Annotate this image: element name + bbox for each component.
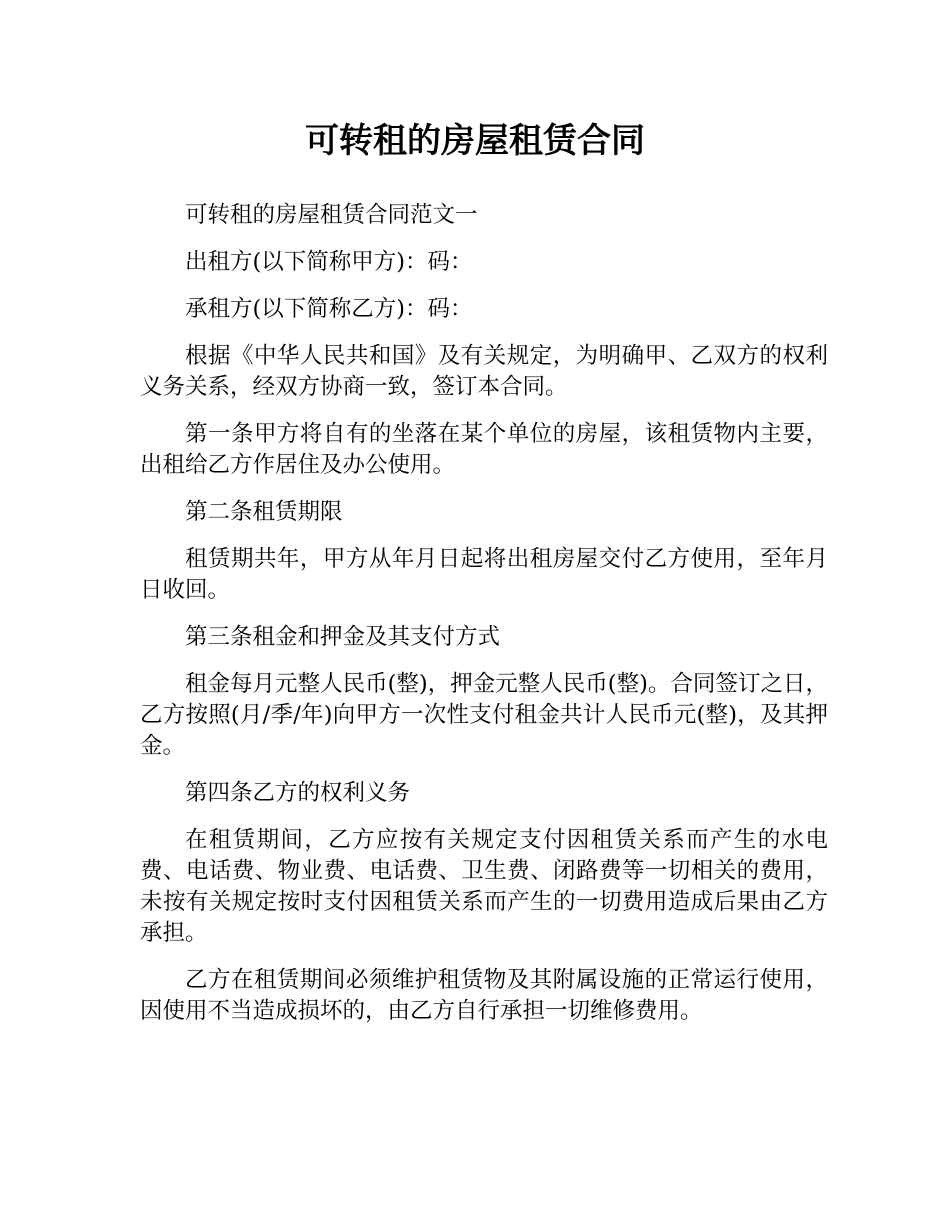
paragraph-preamble: 根据《中华人民共和国》及有关规定，为明确甲、乙双方的权利义务关系，经双方协商一致，签订本合同。 [140,343,828,400]
paragraph-article-2-body: 租赁期共年，甲方从年月日起将出租房屋交付乙方使用，至年月日收回。 [140,546,828,603]
paragraph-sample-heading: 可转租的房屋租赁合同范文一 [185,202,478,228]
paragraph-lessee: 承租方(以下简称乙方)：码： [185,296,473,322]
document-title: 可转租的房屋租赁合同 [305,121,645,161]
document-body [140,200,828,1043]
paragraph-article-1: 第一条甲方将自有的坐落在某个单位的房屋，该租赁物内主要，出租给乙方作居住及办公使用。 [140,421,828,478]
paragraph-article-3-body: 租金每月元整人民币(整)，押金元整人民币(整)。合同签订之日，乙方按照(月/季/年)向甲方一次性支付租金共计人民币元(整)，及其押金。 [140,671,828,759]
paragraph-article-4-body-1: 在租赁期间，乙方应按有关规定支付因租赁关系而产生的水电费、电话费、物业费、电话费、卫生费、闭路费等一切相关的费用，未按有关规定按时支付因租赁关系而产生的一切费用造成后果由乙方承担。 [140,827,828,946]
paragraph-article-4-body-2: 乙方在租赁期间必须维护租赁物及其附属设施的正常运行使用，因使用不当造成损坏的，由乙方自行承担一切维修费用。 [140,967,828,1024]
paragraph-article-4-heading: 第四条乙方的权利义务 [185,780,411,806]
paragraph-article-2-heading: 第二条租赁期限 [185,499,343,525]
paragraph-article-3-heading: 第三条租金和押金及其支付方式 [185,624,501,650]
paragraph-lessor: 出租方(以下简称甲方)：码： [185,249,473,275]
